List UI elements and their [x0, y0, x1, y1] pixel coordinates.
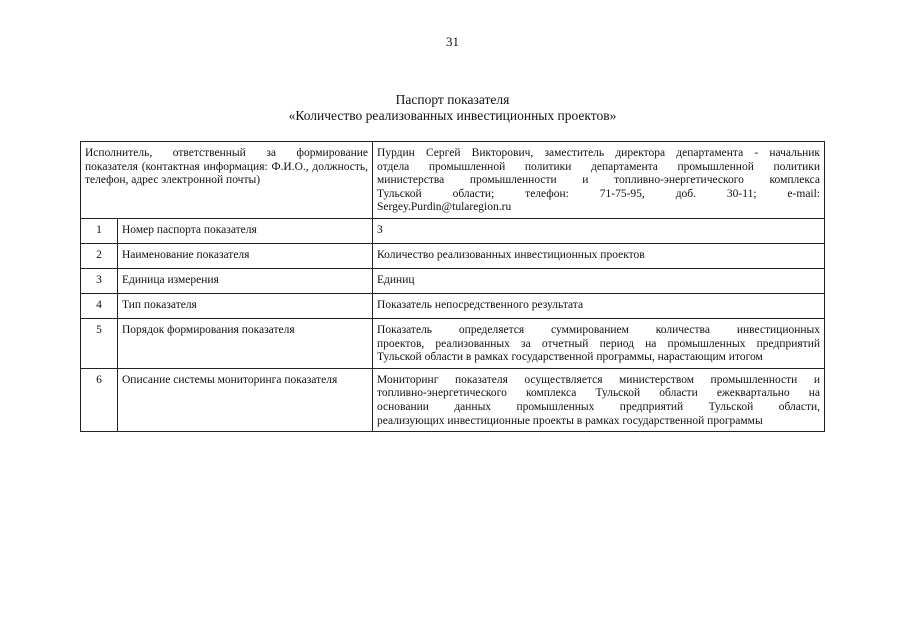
- row-value-line: Показатель определяется суммированием количества инвестиционных: [377, 323, 821, 336]
- title-line-2: «Количество реализованных инвестиционных проектов»: [288, 108, 617, 123]
- executor-row: [81, 142, 825, 219]
- row-name: Порядок формирования показателя: [118, 318, 373, 368]
- table-row: [81, 243, 825, 268]
- row-name: Номер паспорта показателя: [118, 218, 373, 243]
- row-value-line: основании данных промышленных предприятий Тульской области,: [377, 400, 821, 413]
- row-number: 4: [81, 293, 118, 318]
- row-number: 2: [81, 243, 118, 268]
- row-value: Количество реализованных инвестиционных проектов: [373, 243, 825, 268]
- executor-label: Исполнитель, ответственный за формирование показателя (контактная информация: Ф.И.О., должность, телефон, адрес электронной почты): [81, 142, 373, 219]
- page-number: 31: [446, 34, 459, 49]
- row-value-line: топливно-энергетического комплекса Тульской области ежеквартально на: [377, 387, 821, 400]
- document-title: [0, 92, 905, 124]
- indicator-passport-table: [80, 141, 825, 432]
- row-number: 5: [81, 318, 118, 368]
- row-value: Показатель непосредственного результата: [373, 293, 825, 318]
- row-name: Тип показателя: [118, 293, 373, 318]
- table-row: [81, 218, 825, 243]
- table-row: [81, 293, 825, 318]
- executor-email: Sergey.Purdin@tularegion.ru: [377, 201, 512, 214]
- row-value-line: Мониторинг показателя осуществляется министерством промышленности и: [377, 373, 821, 386]
- row-number: 1: [81, 218, 118, 243]
- executor-value-line: министерства промышленности и топливно-энергетического комплекса: [377, 174, 821, 187]
- executor-value-line: отдела промышленной политики департамента промышленной политики: [377, 160, 821, 173]
- executor-value-line: Тульской области; телефон: 71-75-95, доб. 30-11; e-mail:: [377, 187, 821, 200]
- row-value-line: реализующих инвестиционные проекты в рамках государственной программы: [377, 414, 763, 427]
- executor-value-line: Пурдин Сергей Викторович, заместитель директора департамента - начальник: [377, 147, 821, 159]
- row-number: 6: [81, 368, 118, 431]
- row-name: Наименование показателя: [118, 243, 373, 268]
- row-value: [373, 318, 825, 368]
- table-row: [81, 368, 825, 431]
- row-value-line: Тульской области в рамках государственной программы, нарастающим итогом: [377, 351, 763, 364]
- executor-value: [373, 142, 825, 219]
- row-value: 3: [373, 218, 825, 243]
- row-name: Единица измерения: [118, 268, 373, 293]
- row-value: [373, 368, 825, 431]
- row-name: Описание системы мониторинга показателя: [118, 368, 373, 431]
- row-value: Единиц: [373, 268, 825, 293]
- row-number: 3: [81, 268, 118, 293]
- table-row: [81, 268, 825, 293]
- row-value-line: проектов, реализованных за отчетный период на промышленных предприятий: [377, 337, 821, 350]
- title-line-1: Паспорт показателя: [395, 92, 510, 107]
- table-row: [81, 318, 825, 368]
